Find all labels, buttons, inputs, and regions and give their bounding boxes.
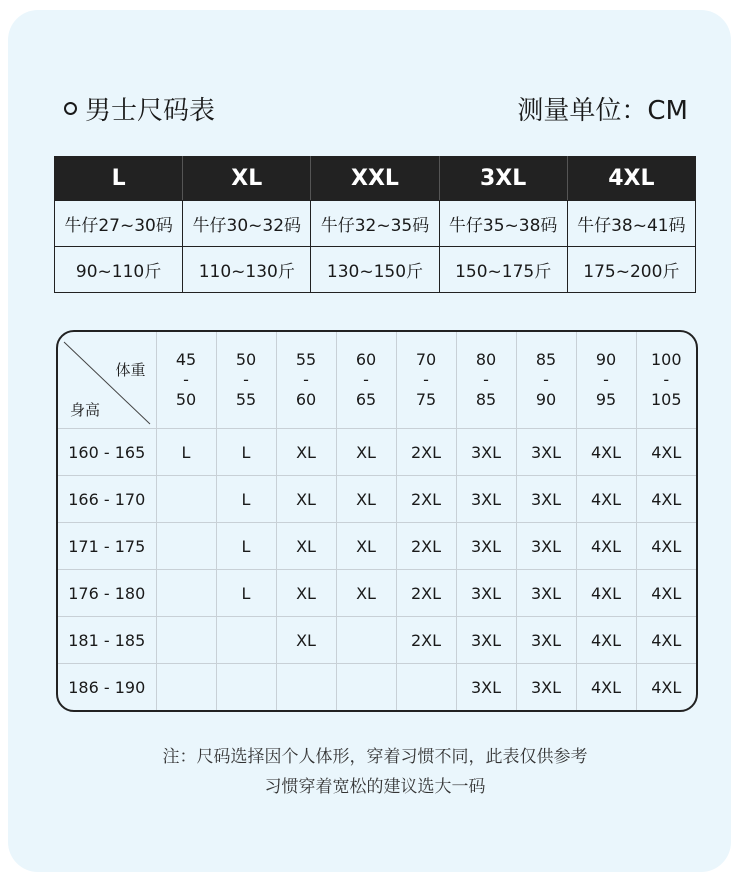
weight-col-bottom: 90 [535, 390, 557, 409]
weight-col-top: 70 [415, 350, 437, 369]
grid-size-cell: 2XL [396, 617, 456, 664]
grid-size-cell: 3XL [516, 429, 576, 476]
grid-row [58, 664, 696, 711]
weight-col-bottom: 85 [475, 390, 497, 409]
weight-col-top: 100 [650, 350, 682, 369]
grid-size-cell: L [156, 429, 216, 476]
grid-size-cell [156, 523, 216, 570]
grid-size-cell [336, 664, 396, 711]
weight-col-bottom: 60 [295, 390, 317, 409]
weight-range-cell: 90~110斤 [55, 247, 183, 293]
height-weight-grid [56, 330, 698, 712]
weight-range-cell: 150~175斤 [439, 247, 567, 293]
size-header: L [55, 157, 183, 201]
weight-col-header [156, 332, 216, 429]
grid-size-cell: L [216, 523, 276, 570]
grid-size-cell [156, 617, 216, 664]
weight-col-header [216, 332, 276, 429]
size-header-row [55, 157, 696, 201]
weight-col-header [636, 332, 696, 429]
page-title-text: 男士尺码表 [85, 96, 216, 126]
grid-size-cell: L [216, 429, 276, 476]
grid-size-cell: 4XL [636, 476, 696, 523]
weight-header-row [58, 332, 696, 429]
weight-col-header [336, 332, 396, 429]
jeans-size-row [55, 201, 696, 247]
measure-unit-label: 测量单位：CM [517, 96, 688, 126]
height-range-label: 166 - 170 [58, 476, 156, 523]
weight-col-dash: - [663, 370, 670, 389]
weight-col-header [516, 332, 576, 429]
grid-size-cell: 3XL [456, 523, 516, 570]
grid-size-cell: 3XL [456, 664, 516, 711]
grid-size-cell: 3XL [516, 570, 576, 617]
grid-size-cell: 4XL [636, 570, 696, 617]
note-line-2: 习惯穿着宽松的建议选大一码 [264, 777, 486, 797]
jeans-size-cell: 牛仔35~38码 [439, 201, 567, 247]
weight-col-bottom: 95 [595, 390, 617, 409]
grid-size-cell: 3XL [456, 570, 516, 617]
size-header: XL [183, 157, 311, 201]
weight-col-dash: - [603, 370, 609, 389]
weight-col-header [276, 332, 336, 429]
weight-col-dash: - [243, 370, 249, 389]
grid-size-cell: 3XL [516, 476, 576, 523]
size-table [54, 156, 696, 293]
grid-size-cell: L [216, 476, 276, 523]
grid-row [58, 523, 696, 570]
weight-col-header [396, 332, 456, 429]
weight-col-dash: - [423, 370, 429, 389]
weight-col-header [456, 332, 516, 429]
page-title [64, 90, 215, 127]
grid-size-cell [396, 664, 456, 711]
weight-col-bottom: 50 [175, 390, 197, 409]
grid-size-cell: 4XL [636, 523, 696, 570]
grid-size-cell: 4XL [576, 570, 636, 617]
grid-size-cell: XL [336, 429, 396, 476]
weight-col-top: 60 [355, 350, 377, 369]
grid-size-cell [336, 617, 396, 664]
grid-size-cell: 4XL [576, 429, 636, 476]
weight-col-dash: - [483, 370, 489, 389]
weight-col-bottom: 75 [415, 390, 437, 409]
jeans-size-cell: 牛仔27~30码 [55, 201, 183, 247]
grid-size-cell [156, 664, 216, 711]
weight-range-row [55, 247, 696, 293]
height-weight-table [58, 332, 696, 710]
weight-col-header [576, 332, 636, 429]
height-range-label: 160 - 165 [58, 429, 156, 476]
grid-corner-cell [58, 332, 156, 429]
grid-size-cell [156, 570, 216, 617]
circle-bullet-icon [64, 102, 77, 115]
grid-size-cell: 3XL [456, 617, 516, 664]
grid-size-cell: XL [276, 476, 336, 523]
grid-size-cell: 4XL [576, 664, 636, 711]
grid-size-cell: 2XL [396, 429, 456, 476]
jeans-size-cell: 牛仔30~32码 [183, 201, 311, 247]
grid-size-cell: 2XL [396, 476, 456, 523]
grid-size-cell: XL [276, 429, 336, 476]
grid-size-cell: 3XL [456, 429, 516, 476]
weight-col-top: 50 [235, 350, 257, 369]
grid-row [58, 617, 696, 664]
grid-size-cell: XL [276, 617, 336, 664]
weight-col-dash: - [303, 370, 309, 389]
weight-col-dash: - [543, 370, 549, 389]
corner-height-label: 身高 [70, 401, 101, 419]
size-header: XXL [311, 157, 439, 201]
weight-col-dash: - [183, 370, 189, 389]
grid-size-cell: 2XL [396, 570, 456, 617]
grid-row [58, 476, 696, 523]
grid-size-cell: L [216, 570, 276, 617]
grid-row [58, 570, 696, 617]
weight-col-dash: - [363, 370, 369, 389]
grid-size-cell: 4XL [636, 617, 696, 664]
grid-size-cell [216, 664, 276, 711]
jeans-size-cell: 牛仔38~41码 [567, 201, 695, 247]
height-range-label: 181 - 185 [58, 617, 156, 664]
grid-size-cell: 4XL [576, 476, 636, 523]
grid-size-cell: 3XL [516, 664, 576, 711]
weight-col-bottom: 105 [650, 390, 682, 409]
weight-range-cell: 130~150斤 [311, 247, 439, 293]
grid-size-cell: 3XL [516, 617, 576, 664]
height-range-label: 176 - 180 [58, 570, 156, 617]
height-range-label: 171 - 175 [58, 523, 156, 570]
grid-size-cell: XL [276, 570, 336, 617]
grid-row [58, 429, 696, 476]
grid-size-cell: XL [276, 523, 336, 570]
grid-size-cell: XL [336, 476, 396, 523]
grid-size-cell: XL [336, 523, 396, 570]
size-header: 3XL [439, 157, 567, 201]
weight-col-bottom: 55 [235, 390, 257, 409]
grid-size-cell: 3XL [516, 523, 576, 570]
weight-col-top: 55 [295, 350, 317, 369]
height-range-label: 186 - 190 [58, 664, 156, 711]
weight-col-top: 45 [175, 350, 197, 369]
grid-size-cell [156, 476, 216, 523]
weight-col-top: 80 [475, 350, 497, 369]
grid-size-cell: 3XL [456, 476, 516, 523]
grid-size-cell [216, 617, 276, 664]
grid-size-cell [276, 664, 336, 711]
corner-weight-label: 体重 [115, 361, 146, 379]
weight-col-top: 90 [595, 350, 617, 369]
weight-range-cell: 110~130斤 [183, 247, 311, 293]
grid-size-cell: XL [336, 570, 396, 617]
grid-size-cell: 4XL [576, 617, 636, 664]
grid-size-cell: 4XL [636, 429, 696, 476]
note-line-1: 注：尺码选择因个人体形，穿着习惯不同，此表仅供参考 [162, 747, 588, 767]
weight-range-cell: 175~200斤 [567, 247, 695, 293]
size-header: 4XL [567, 157, 695, 201]
weight-col-bottom: 65 [355, 390, 377, 409]
grid-size-cell: 4XL [576, 523, 636, 570]
weight-col-top: 85 [535, 350, 557, 369]
grid-size-cell: 2XL [396, 523, 456, 570]
jeans-size-cell: 牛仔32~35码 [311, 201, 439, 247]
grid-size-cell: 4XL [636, 664, 696, 711]
